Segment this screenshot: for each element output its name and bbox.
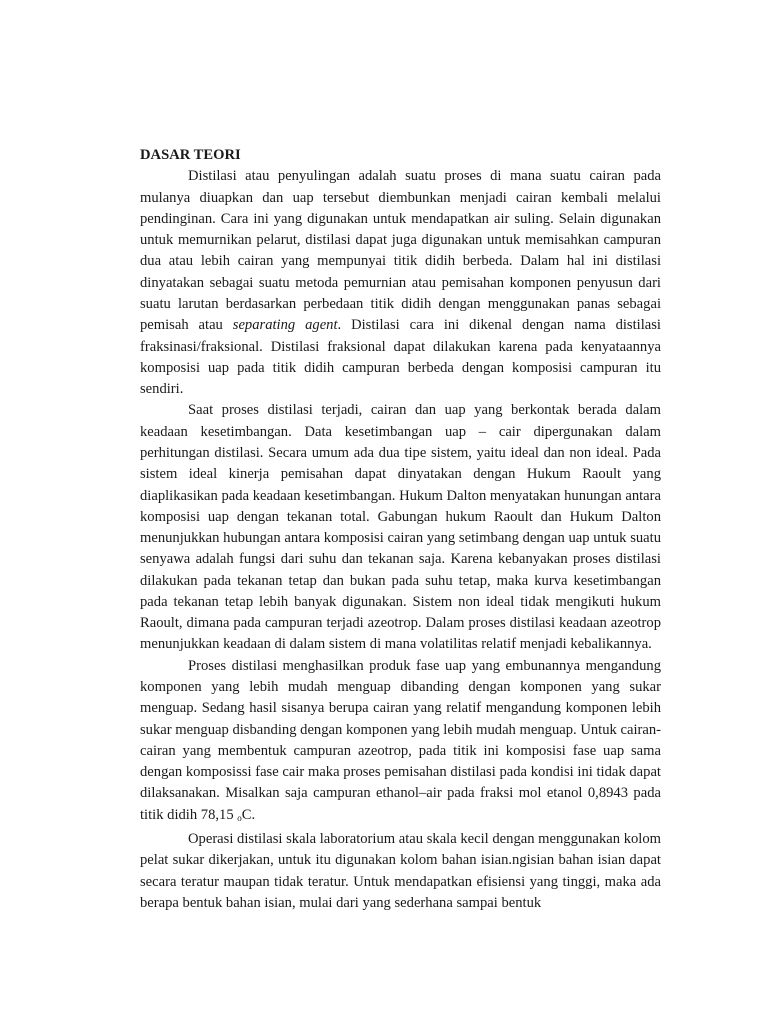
paragraph-3-end: C. bbox=[241, 806, 256, 823]
paragraph-1 bbox=[140, 166, 661, 400]
degree-subscript: o bbox=[237, 812, 242, 823]
paragraph-1-text: Distilasi atau penyulingan adalah suatu proses di mana suatu cairan pada mulanya diuapkan dan uap tersebut diembunkan menjadi cairan kembali melalui pendinginan. Cara ini yang digunakan untuk mendapatkan air suling. Selain digunakan untuk memurnikan pelarut, distilasi dapat juga digunakan untuk memisahkan campuran dua atau lebih cairan yang mempunyai titik didih berbeda. Dalam hal ini distilasi dinyatakan sebagai suatu metoda pemurnian atau pemisahan komponen penyusun dari suatu larutan berdasarkan perbedaan titik didih dengan menggunakan panas sebagai pemisah atau bbox=[140, 168, 661, 334]
document-body bbox=[140, 145, 661, 914]
paragraph-3 bbox=[140, 656, 661, 829]
paragraph-1-text-end: . Distilasi cara ini dikenal dengan nama distilasi fraksinasi/fraksional. Distilasi fraksional dapat dilakukan karena pada kenyataannya komposisi uap pada titik didih campuran berbeda dengan komposisi campuran itu sendiri. bbox=[140, 317, 661, 398]
paragraph-3-text: Proses distilasi menghasilkan produk fase uap yang embunannya mengandung komponen yang lebih mudah menguap dibanding dengan komponen yang sukar menguap. Sedang hasil sisanya berupa cairan yang relatif mengandung komponen lebih sukar menguap disbanding dengan komponen yang lebih mudah menguap. Untuk cairan-cairan yang membentuk campuran azeotrop, pada titik ini komposisi fase uap sama dengan komposissi fase cair maka proses pemisahan distilasi pada kondisi ini tidak dapat dilaksanakan. Misalkan saja campuran ethanol–air pada fraksi mol etanol 0,8943 pada titik didih 78,15 bbox=[140, 657, 661, 823]
section-heading: DASAR TEORI bbox=[140, 147, 241, 163]
paragraph-4: Operasi distilasi skala laboratorium atau skala kecil dengan menggunakan kolom pelat sukar dikerjakan, untuk itu digunakan kolom bahan isian.ngisian bahan isian dapat secara teratur maupan tidak teratur. Untuk mendapatkan efisiensi yang tinggi, maka ada berapa bentuk bahan isian, mulai dari yang sederhana sampai bentuk bbox=[140, 831, 661, 911]
paragraph-2: Saat proses distilasi terjadi, cairan dan uap yang berkontak berada dalam keadaan kesetimbangan. Data kesetimbangan uap – cair dipergunakan dalam perhitungan distilasi. Secara umum ada dua tipe sistem, yaitu ideal dan non ideal. Pada sistem ideal kinerja pemisahan dapat dinyatakan dengan Hukum Raoult yang diaplikasikan pada keadaan kesetimbangan. Hukum Dalton menyatakan hunungan antara komposisi uap dengan tekanan total. Gabungan hukum Raoult dan Hukum Dalton menunjukkan hubungan antara komposisi cairan yang setimbang dengan uap untuk suatu senyawa adalah fungsi dari suhu dan tekanan saja. Karena kebanyakan proses distilasi dilakukan pada tekanan tetap dan bukan pada suhu tetap, maka kurva kesetimbangan pada tekanan tetap lebih banyak digunakan. Sistem non ideal tidak mengikuti hukum Raoult, dimana pada campuran terjadi azeotrop. Dalam proses distilasi keadaan azeotrop menunjukkan keadaan di dalam sistem di mana volatilitas relatif menjadi kebalikannya. bbox=[140, 402, 661, 653]
italic-term: separating agent bbox=[232, 317, 338, 334]
